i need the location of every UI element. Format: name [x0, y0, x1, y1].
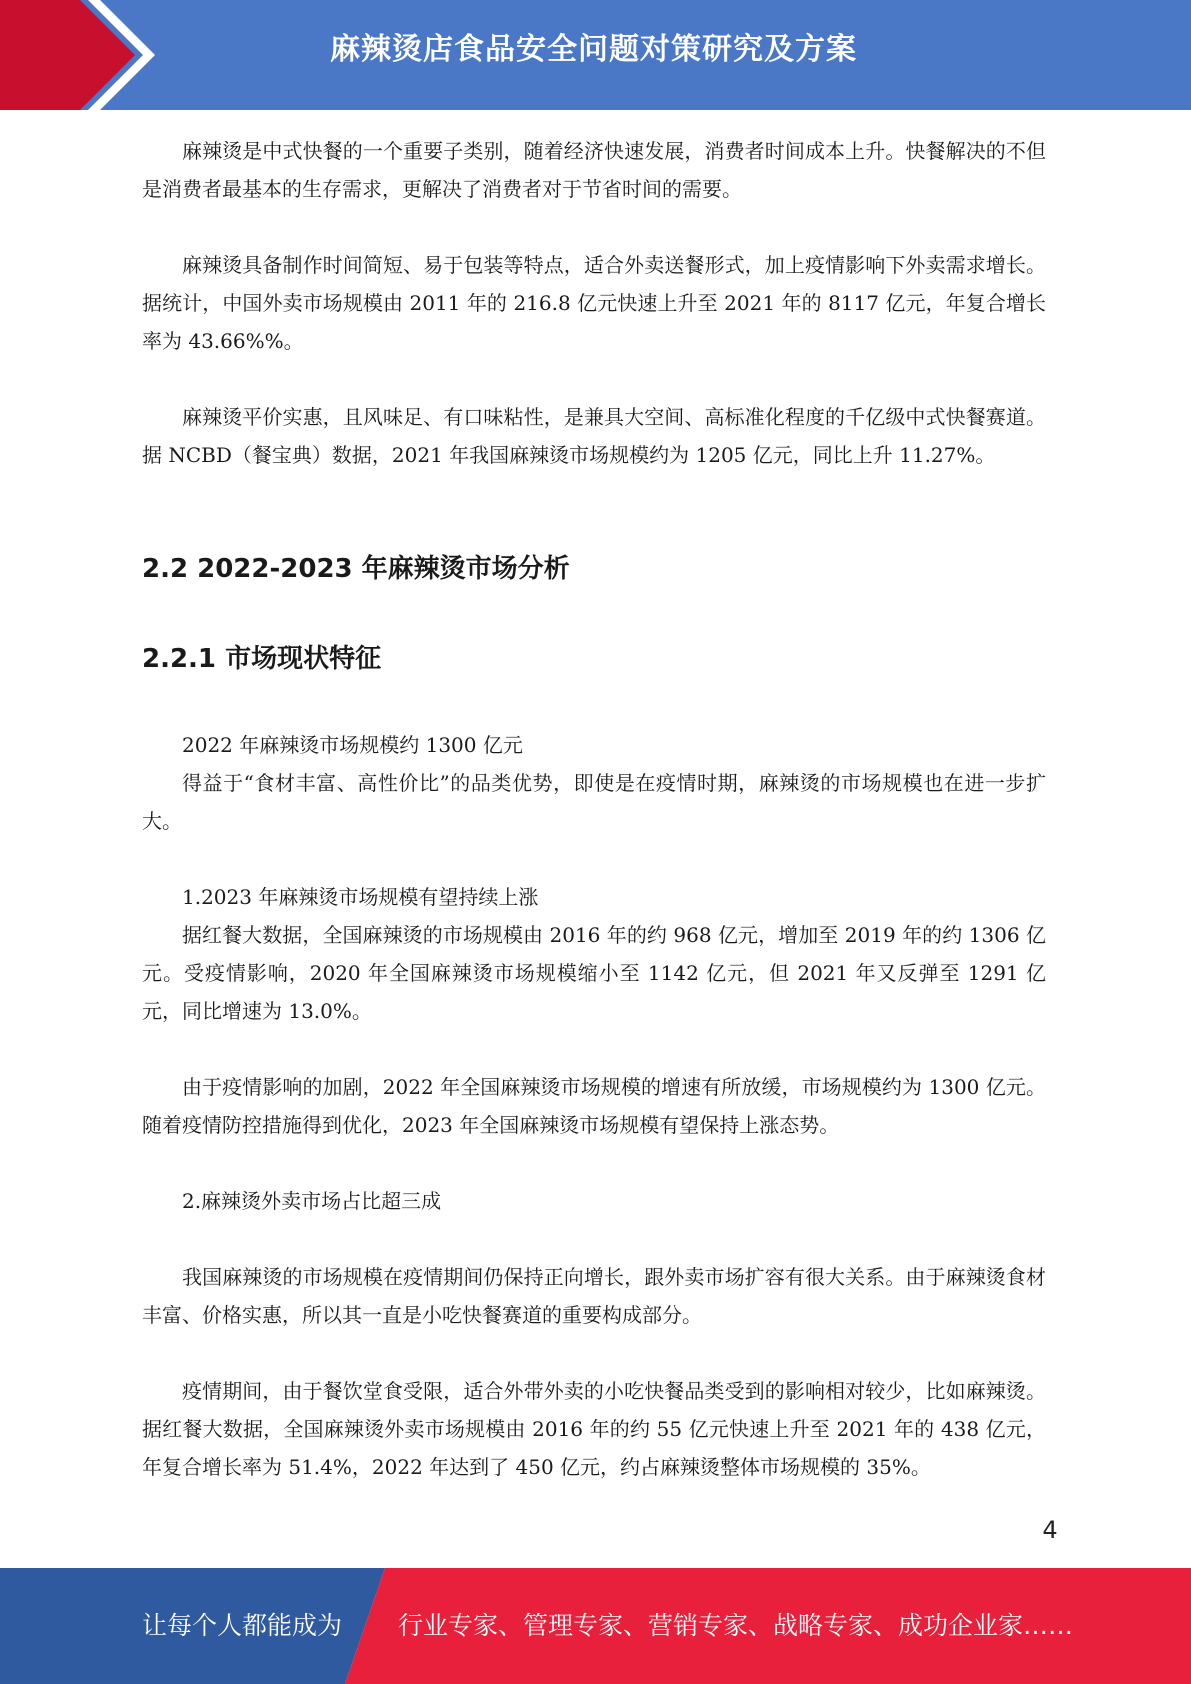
list-item-2-heading: 2.麻辣烫外卖市场占比超三成 — [182, 1189, 442, 1213]
page-header — [0, 0, 1191, 110]
page-content — [142, 132, 1046, 1486]
paragraph-5: 得益于“食材丰富、高性价比”的品类优势，即使是在疫情时期，麻辣烫的市场规模也在进一步扩大。 — [142, 771, 1046, 833]
footer-slogan-left: 让每个人都能成为 — [142, 1611, 343, 1640]
page-footer — [0, 1568, 1191, 1684]
paragraph-3: 麻辣烫平价实惠，且风味足、有口味粘性，是兼具大空间、高标准化程度的千亿级中式快餐赛道。据 NCBD（餐宝典）数据，2021 年我国麻辣烫市场规模约为 1205 亿元，同比上升 11.27%。 — [142, 405, 1046, 467]
paragraph-7: 据红餐大数据，全国麻辣烫的市场规模由 2016 年的约 968 亿元，增加至 2019 年的约 1306 亿元。受疫情影响，2020 年全国麻辣烫市场规模缩小至 1142 亿元，但 2021 年又反弹至 1291 亿元，同比增速为 13.0%。 — [142, 923, 1046, 1023]
list-item-1-heading: 1.2023 年麻辣烫市场规模有望持续上涨 — [182, 885, 539, 909]
paragraph-8: 由于疫情影响的加剧，2022 年全国麻辣烫市场规模的增速有所放缓，市场规模约为 1300 亿元。随着疫情防控措施得到优化，2023 年全国麻辣烫市场规模有望保持上涨态势。 — [142, 1075, 1046, 1137]
paragraph-10: 我国麻辣烫的市场规模在疫情期间仍保持正向增长，跟外卖市场扩容有很大关系。由于麻辣烫食材丰富、价格实惠，所以其一直是小吃快餐赛道的重要构成部分。 — [142, 1265, 1046, 1327]
section-heading-2-2-1: 2.2.1 市场现状特征 — [142, 644, 382, 674]
section-heading-2-2: 2.2 2022-2023 年麻辣烫市场分析 — [142, 554, 570, 584]
document-title: 麻辣烫店食品安全问题对策研究及方案 — [330, 32, 857, 67]
paragraph-11: 疫情期间，由于餐饮堂食受限，适合外带外卖的小吃快餐品类受到的影响相对较少，比如麻辣烫。据红餐大数据，全国麻辣烫外卖市场规模由 2016 年的约 55 亿元快速上升至 2021 年的 438 亿元，年复合增长率为 51.4%，2022 年达到了 450 亿元，约占麻辣烫整体市场规模的 35%。 — [142, 1379, 1046, 1479]
page-number: 4 — [1042, 1516, 1058, 1544]
paragraph-1: 麻辣烫是中式快餐的一个重要子类别，随着经济快速发展，消费者时间成本上升。快餐解决的不但是消费者最基本的生存需求，更解决了消费者对于节省时间的需要。 — [142, 139, 1046, 201]
footer-slogan-right: 行业专家、管理专家、营销专家、战略专家、成功企业家…… — [398, 1611, 1074, 1640]
paragraph-4: 2022 年麻辣烫市场规模约 1300 亿元 — [182, 733, 523, 757]
paragraph-2: 麻辣烫具备制作时间简短、易于包装等特点，适合外卖送餐形式，加上疫情影响下外卖需求增长。据统计，中国外卖市场规模由 2011 年的 216.8 亿元快速上升至 2021 年的 8117 亿元，年复合增长率为 43.66%%。 — [142, 253, 1046, 353]
